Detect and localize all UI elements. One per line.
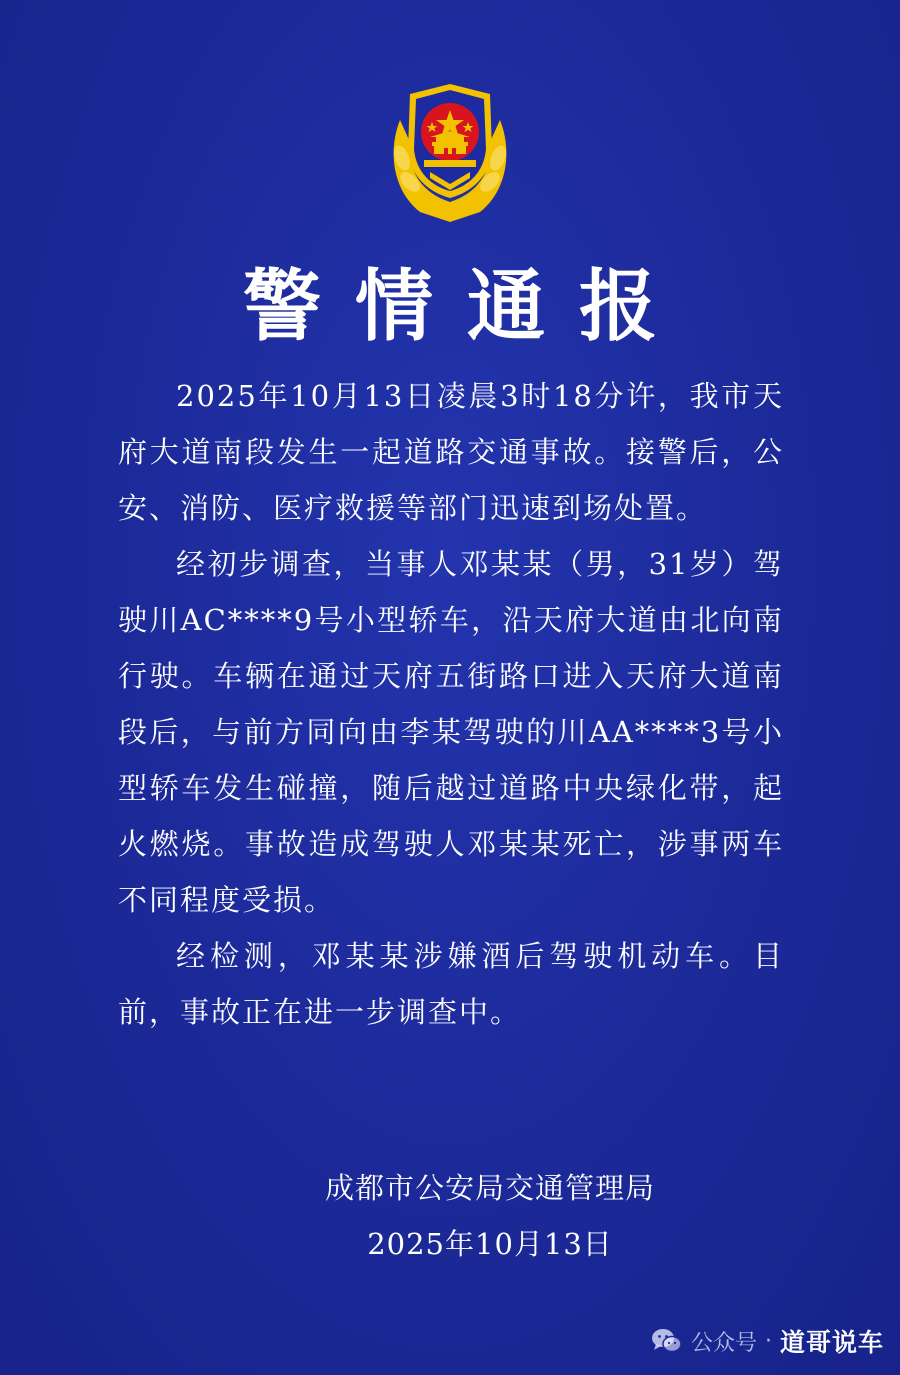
watermark-platform: 公众号 (690, 1330, 757, 1356)
police-badge-icon (380, 80, 520, 225)
notice-body (118, 368, 784, 1040)
watermark (651, 1321, 884, 1361)
notice-paragraph: 经初步调查，当事人邓某某（男，31岁）驾驶川AC****9号小型轿车，沿天府大道由北向南行驶。车辆在通过天府五街路口进入天府大道南段后，与前方同向由李某驾驶的川AA****3号小型轿车发生碰撞，随后越过道路中央绿化带，起火燃烧。事故造成驾驶人邓某某死亡，涉事两车不同程度受损。 (118, 547, 784, 917)
watermark-separator: · (764, 1328, 772, 1354)
notice-title: 警情通报 (242, 262, 691, 352)
wechat-icon (651, 1327, 683, 1355)
issuer-name: 成都市公安局交通管理局 (324, 1171, 655, 1205)
notice-paragraph: 经检测，邓某某涉嫌酒后驾驶机动车。目前，事故正在进一步调查中。 (118, 939, 784, 1029)
issue-date: 2025年10月13日 (367, 1227, 613, 1261)
notice-signature (290, 1160, 690, 1272)
notice-paragraph: 2025年10月13日凌晨3时18分许，我市天府大道南段发生一起道路交通事故。接警后，公安、消防、医疗救援等部门迅速到场处置。 (118, 379, 784, 525)
watermark-account: 道哥说车 (779, 1328, 884, 1357)
